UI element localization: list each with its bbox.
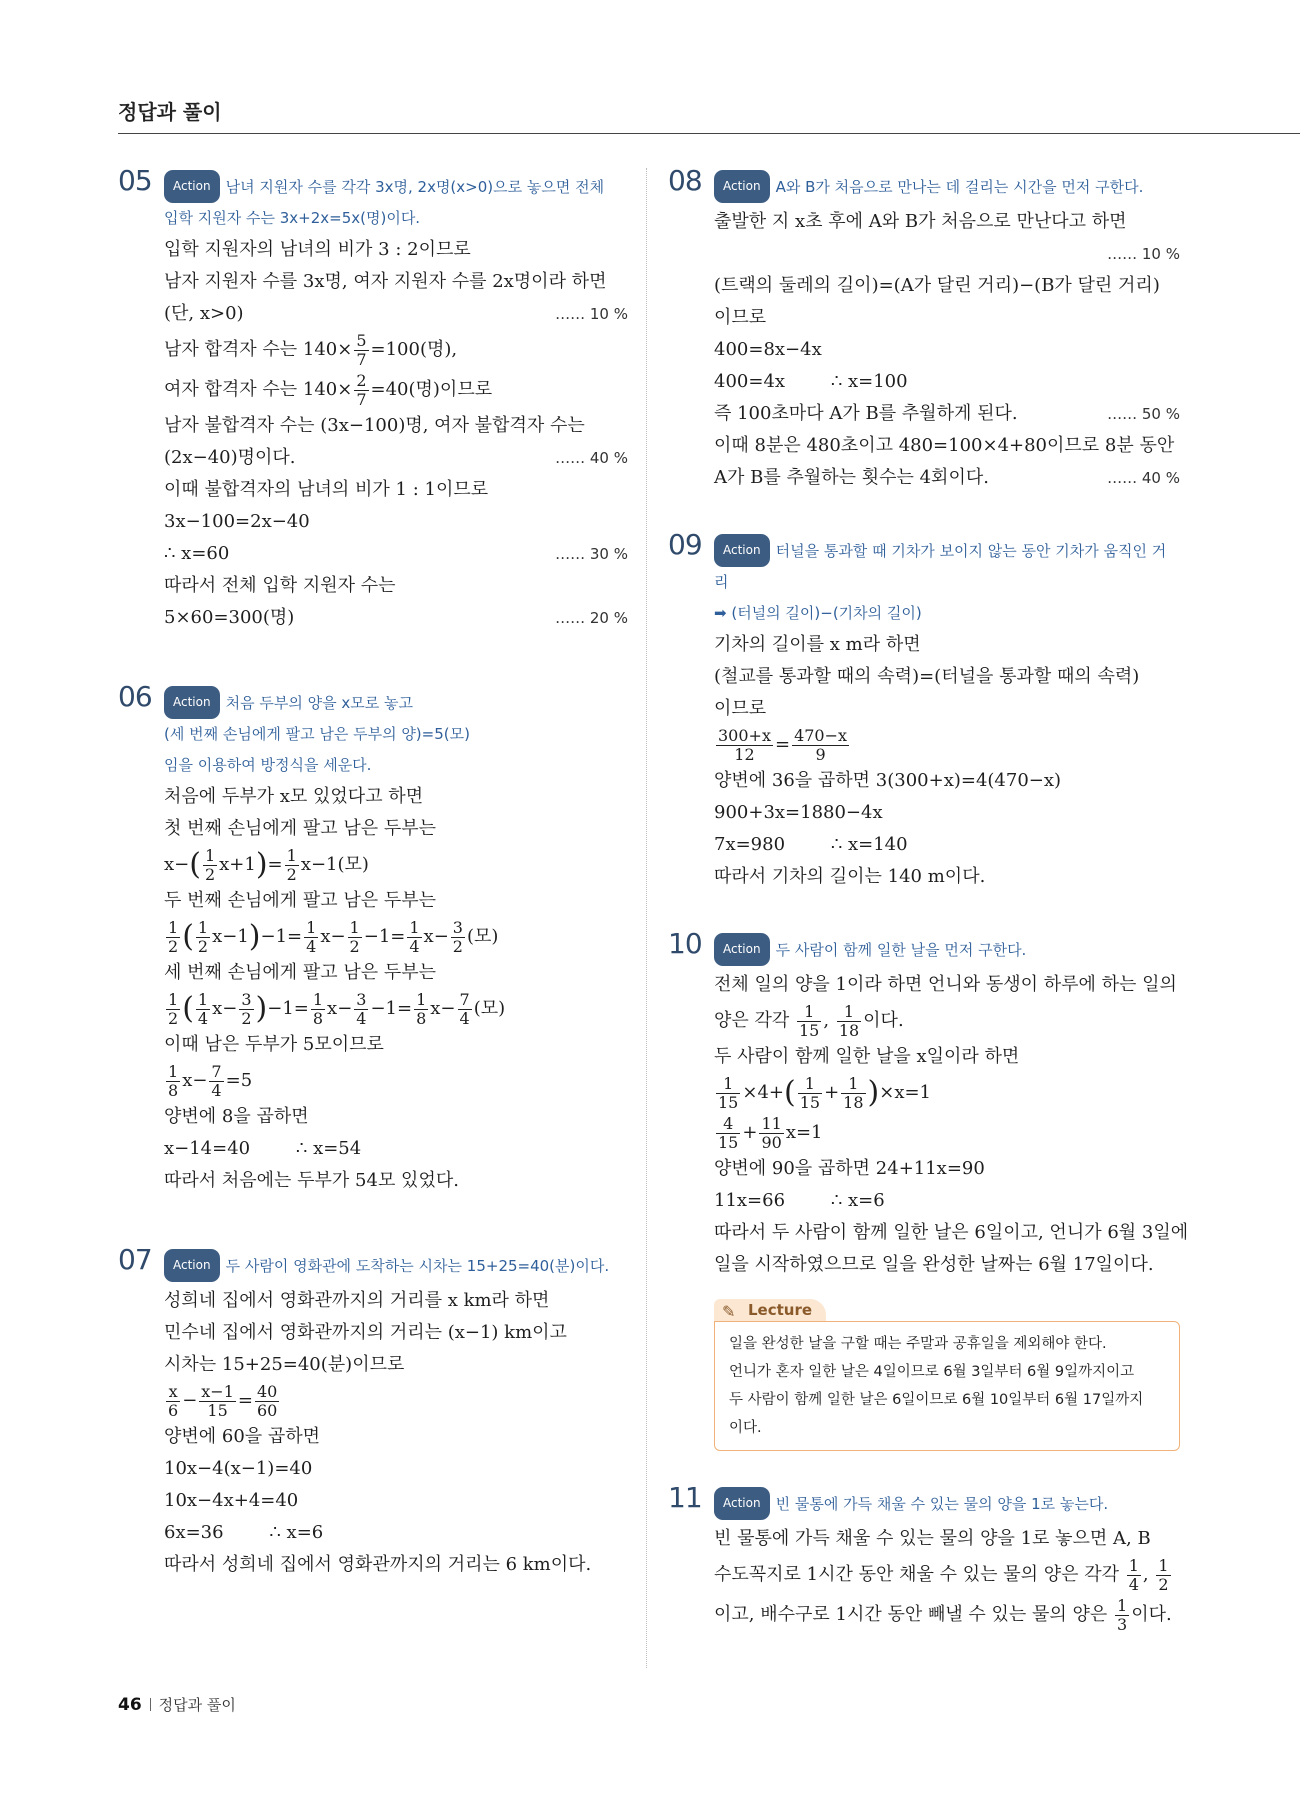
solution-line: 처음에 두부가 x모 있었다고 하면 <box>164 786 424 807</box>
solution-line: 이므로 <box>714 307 767 328</box>
problem-06 <box>118 680 628 1197</box>
fraction: $\frac{3}{2}$ <box>452 917 463 956</box>
fraction: $\frac{5}{7}$ <box>356 330 367 369</box>
fraction: $\frac{1}{2}$ <box>168 989 179 1028</box>
fraction: $\frac{1}{8}$ <box>312 989 324 1028</box>
score-mark: …… 40 % <box>555 449 628 467</box>
problem-number: 05 <box>118 164 152 197</box>
solution-line: 이때 남은 두부가 5모이므로 <box>164 1034 384 1055</box>
pencil-icon: ✎ <box>722 1302 736 1321</box>
action-badge: Action <box>714 170 770 203</box>
solution-line: (트랙의 둘레의 길이)=(A가 달린 거리)−(B가 달린 거리) <box>714 275 1160 296</box>
lecture-line: 이다. <box>729 1420 762 1436</box>
problem-10 <box>668 927 1189 1451</box>
action-hint <box>164 1249 628 1282</box>
fraction: $\frac{1}{18}$ <box>838 1001 860 1040</box>
fraction: $\frac{1}{15}$ <box>799 1073 821 1112</box>
fraction: $\frac{2}{7}$ <box>356 370 367 409</box>
score-mark: …… 30 % <box>555 545 628 563</box>
problem-05 <box>118 164 628 634</box>
page-number: 46 <box>118 1695 142 1715</box>
action-badge: Action <box>164 1249 220 1282</box>
solution-body <box>668 1523 1180 1635</box>
footer-section: 정답과 풀이 <box>158 1696 236 1714</box>
solution-line: x−14=40 ∴ x=54 <box>164 1138 362 1159</box>
solution-line: 이때 8분은 480초이고 480=100×4+80이므로 8분 동안 <box>714 435 1175 456</box>
action-text-line: ➡ (터널의 길이)−(기차의 길이) <box>714 604 922 622</box>
solution-line: 남자 불합격자 수는 (3x−100)명, 여자 불합격자 수는 <box>164 415 585 436</box>
solution-line: 양변에 60을 곱하면 <box>164 1426 321 1447</box>
solution-line: ∴ x=60 <box>164 543 230 564</box>
solution-line: 900+3x=1880−4x <box>714 802 883 823</box>
solution-line: 첫 번째 손님에게 팔고 남은 두부는 <box>164 818 437 839</box>
solution-line: 기차의 길이를 x m라 하면 <box>714 634 921 655</box>
lecture-tab <box>714 1299 826 1321</box>
equation-line: 양은 각각 $\frac{1}{15}$ , $\frac{1}{18}$ 이다. <box>714 1001 904 1040</box>
fraction: $\frac{1}{8}$ <box>168 1061 179 1100</box>
action-hint <box>164 686 628 781</box>
action-badge: Action <box>164 686 220 719</box>
footer-separator <box>150 1698 151 1711</box>
solution-line: (2x−40)명이다. <box>164 447 296 468</box>
action-hint <box>164 170 628 234</box>
solution-line: 따라서 처음에는 두부가 54모 있었다. <box>164 1170 459 1191</box>
equation-line: 남자 합격자 수는 140× $\frac{5}{7}$ =100(명), <box>164 330 458 369</box>
equation-line: 이고, 배수구로 1시간 동안 빼낼 수 있는 물의 양은 $\frac{1}{3}$ 이다. <box>714 1595 1172 1634</box>
action-text-line: A와 B가 처음으로 만나는 데 걸리는 시간을 먼저 구한다. <box>775 178 1144 196</box>
solution-body <box>668 969 1189 1281</box>
solution-line: 11x=66 ∴ x=6 <box>714 1190 885 1211</box>
score-mark: …… 10 % <box>1107 245 1180 263</box>
action-text-line: (세 번째 손님에게 팔고 남은 두부의 양)=5(모) <box>164 725 470 743</box>
fraction: $\frac{1}{2}$ <box>349 917 360 956</box>
fraction: $\frac{x-1}{15}$ <box>201 1381 234 1420</box>
action-hint <box>714 1487 1180 1520</box>
action-text-line: 임을 이용하여 방정식을 세운다. <box>164 756 372 774</box>
fraction: $\frac{1}{18}$ <box>843 1073 864 1112</box>
solution-line: 양변에 8을 곱하면 <box>164 1106 309 1127</box>
solution-line: 10x−4(x−1)=40 <box>164 1458 313 1479</box>
problem-number: 08 <box>668 164 702 197</box>
header-rule <box>118 133 1300 134</box>
solution-line: 7x=980 ∴ x=140 <box>714 834 908 855</box>
left-column <box>118 164 628 1633</box>
problem-number: 09 <box>668 528 702 561</box>
action-badge: Action <box>714 933 770 966</box>
fraction: $\frac{7}{4}$ <box>459 989 470 1028</box>
fraction: $\frac{1}{8}$ <box>416 989 427 1028</box>
lecture-line: 일을 완성한 날을 구할 때는 주말과 공휴일을 제외해야 한다. <box>729 1336 1107 1352</box>
solution-body <box>668 629 1180 893</box>
problem-number: 10 <box>668 927 702 960</box>
fraction: $\frac{1}{4}$ <box>409 917 420 956</box>
equation-line: $\frac{4}{15}$ + $\frac{11}{90}$ x=1 <box>718 1113 823 1152</box>
page-footer <box>118 1694 236 1715</box>
fraction: $\frac{300+x}{12}$ <box>718 725 771 764</box>
fraction: $\frac{1}{2}$ <box>204 845 216 884</box>
fraction: $\frac{4}{15}$ <box>718 1113 739 1152</box>
score-mark: …… 40 % <box>1107 469 1180 487</box>
solution-line: A가 B를 추월하는 횟수는 4회이다. <box>714 467 989 488</box>
action-text-line: 두 사람이 함께 일한 날을 먼저 구한다. <box>775 941 1027 959</box>
solution-line: 세 번째 손님에게 팔고 남은 두부는 <box>164 962 437 983</box>
fraction: $\frac{40}{60}$ <box>256 1381 278 1420</box>
right-column <box>668 164 1189 1687</box>
action-hint <box>714 534 1180 629</box>
fraction: $\frac{1}{2}$ <box>168 917 179 956</box>
solution-line: 두 사람이 함께 일한 날을 x일이라 하면 <box>714 1046 1020 1067</box>
problem-11 <box>668 1481 1180 1635</box>
solution-line: 민수네 집에서 영화관까지의 거리는 (x−1) km이고 <box>164 1322 567 1343</box>
solution-line: 즉 100초마다 A가 B를 추월하게 된다. <box>714 403 1018 424</box>
fraction: $\frac{470-x}{9}$ <box>794 725 848 764</box>
solution-line: 양변에 90을 곱하면 24+11x=90 <box>714 1158 985 1179</box>
solution-line: 두 번째 손님에게 팔고 남은 두부는 <box>164 890 437 911</box>
action-badge: Action <box>714 1487 770 1520</box>
solution-line: 양변에 36을 곱하면 3(300+x)=4(470−x) <box>714 770 1062 791</box>
score-mark: …… 20 % <box>555 609 628 627</box>
solution-line: 출발한 지 x초 후에 A와 B가 처음으로 만난다고 하면 <box>714 211 1127 232</box>
action-text-line: 두 사람이 영화관에 도착하는 시차는 15+25=40(분)이다. <box>225 1257 610 1275</box>
action-text-line: 입학 지원자 수는 3x+2x=5x(명)이다. <box>164 209 421 227</box>
fraction: $\frac{1}{4}$ <box>306 917 317 956</box>
solution-line: 5×60=300(명) <box>164 607 295 628</box>
solution-line: 따라서 성희네 집에서 영화관까지의 거리는 6 km이다. <box>164 1554 592 1575</box>
equation-line: $\frac{1}{15}$ ×4+( $\frac{1}{15}$ + $\frac{1}{18}$ )×x=1 <box>718 1073 932 1112</box>
solution-line: 성희네 집에서 영화관까지의 거리를 x km라 하면 <box>164 1290 550 1311</box>
solution-line: (단, x>0) <box>164 303 244 324</box>
lecture-line: 두 사람이 함께 일한 날은 6일이므로 6월 10일부터 6월 17일까지 <box>729 1392 1144 1408</box>
score-mark: …… 50 % <box>1107 405 1180 423</box>
equation-line: x−( $\frac{1}{2}$ x+1)= $\frac{1}{2}$ x−1(모) <box>164 845 369 884</box>
column-divider <box>646 168 647 1668</box>
fraction: $\frac{x}{6}$ <box>168 1381 179 1420</box>
fraction: $\frac{1}{4}$ <box>197 989 209 1028</box>
solution-line: 이때 불합격자의 남녀의 비가 1 : 1이므로 <box>164 479 489 500</box>
solution-line: 6x=36 ∴ x=6 <box>164 1522 324 1543</box>
action-text-line: 빈 물통에 가득 채울 수 있는 물의 양을 1로 놓는다. <box>775 1495 1109 1513</box>
fraction: $\frac{1}{4}$ <box>1128 1555 1139 1594</box>
solution-line: 일을 시작하였으므로 일을 완성한 날짜는 6월 17일이다. <box>714 1254 1154 1275</box>
solution-line: 3x−100=2x−40 <box>164 511 310 532</box>
solution-line: 빈 물통에 가득 채울 수 있는 물의 양을 1로 놓으면 A, B <box>714 1528 1151 1549</box>
fraction: $\frac{1}{3}$ <box>1117 1595 1128 1634</box>
solution-line: 전체 일의 양을 1이라 하면 언니와 동생이 하루에 하는 일의 <box>714 974 1177 995</box>
solution-line: 남자 지원자 수를 3x명, 여자 지원자 수를 2x명이라 하면 <box>164 271 607 292</box>
lecture-title: Lecture <box>748 1301 813 1319</box>
fraction: $\frac{1}{15}$ <box>799 1001 820 1040</box>
fraction: $\frac{7}{4}$ <box>211 1061 222 1100</box>
solution-line: 입학 지원자의 남녀의 비가 3 : 2이므로 <box>164 239 471 260</box>
problem-08 <box>668 164 1180 494</box>
lecture-box <box>714 1299 1180 1451</box>
solution-body <box>118 234 628 634</box>
problem-09 <box>668 528 1180 893</box>
lecture-content <box>714 1321 1180 1451</box>
action-hint <box>714 170 1180 203</box>
solution-line: 시차는 15+25=40(분)이므로 <box>164 1354 405 1375</box>
equation-line: 여자 합격자 수는 140× $\frac{2}{7}$ =40(명)이므로 <box>164 370 493 409</box>
equation-line: $\frac{1}{8}$ x− $\frac{7}{4}$ =5 <box>168 1061 253 1100</box>
action-hint <box>714 933 1180 966</box>
equation-line: $\frac{x}{6}$ − $\frac{x-1}{15}$ = $\frac{40}{60}$ <box>168 1381 278 1420</box>
action-text-line: 남녀 지원자 수를 각각 3x명, 2x명(x>0)으로 놓으면 전체 <box>225 178 605 196</box>
problem-number: 07 <box>118 1243 152 1276</box>
solution-line: 400=4x ∴ x=100 <box>714 371 908 392</box>
solution-line: 10x−4x+4=40 <box>164 1490 299 1511</box>
solution-body <box>118 1285 628 1581</box>
equation-line: $\frac{1}{2}$ ( $\frac{1}{2}$ x−1)−1= $\frac{1}{4}$ x− $\frac{1}{2}$ −1= $\frac{1}{4}$ x− $\frac{3}{2}$ (모) <box>168 917 499 956</box>
fraction: $\frac{11}{90}$ <box>761 1113 782 1152</box>
lecture-line: 언니가 혼자 일한 날은 4일이므로 6월 3일부터 6월 9일까지이고 <box>729 1364 1135 1380</box>
fraction: $\frac{3}{4}$ <box>356 989 367 1028</box>
action-text-line: 처음 두부의 양을 x모로 놓고 <box>225 694 413 712</box>
action-text-line: 터널을 통과할 때 기차가 보이지 않는 동안 기차가 움직인 거리 <box>714 542 1167 591</box>
solution-line: 따라서 전체 입학 지원자 수는 <box>164 575 396 596</box>
solution-line: 400=8x−4x <box>714 339 822 360</box>
solution-line: (철교를 통과할 때의 속력)=(터널을 통과할 때의 속력) <box>714 666 1140 687</box>
solution-line: 따라서 두 사람이 함께 일한 날은 6일이고, 언니가 6월 3일에 <box>714 1222 1189 1243</box>
problem-number: 11 <box>668 1481 702 1514</box>
fraction: $\frac{1}{2}$ <box>197 917 209 956</box>
fraction: $\frac{3}{2}$ <box>241 989 252 1028</box>
action-badge: Action <box>714 534 770 567</box>
equation-line: $\frac{300+x}{12}$ = $\frac{470-x}{9}$ <box>718 725 848 764</box>
fraction: $\frac{1}{2}$ <box>1158 1555 1169 1594</box>
equation-line: 수도꼭지로 1시간 동안 채울 수 있는 물의 양은 각각 $\frac{1}{4}$ , $\frac{1}{2}$ <box>714 1555 1169 1594</box>
score-mark: …… 10 % <box>555 305 628 323</box>
solution-body <box>118 781 628 1197</box>
page-header-title: 정답과 풀이 <box>118 100 222 124</box>
equation-line: $\frac{1}{2}$ ( $\frac{1}{4}$ x− $\frac{3}{2}$ )−1= $\frac{1}{8}$ x− $\frac{3}{4}$ −1= $\frac{1}{8}$ x− $\frac{7}{4}$ (모) <box>168 989 506 1028</box>
action-badge: Action <box>164 170 220 203</box>
solution-line: 따라서 기차의 길이는 140 m이다. <box>714 866 986 887</box>
solution-line: 이므로 <box>714 698 767 719</box>
solution-body <box>668 206 1180 494</box>
fraction: $\frac{1}{15}$ <box>718 1073 739 1112</box>
problem-07 <box>118 1243 628 1581</box>
fraction: $\frac{1}{2}$ <box>286 845 297 884</box>
problem-number: 06 <box>118 680 152 713</box>
